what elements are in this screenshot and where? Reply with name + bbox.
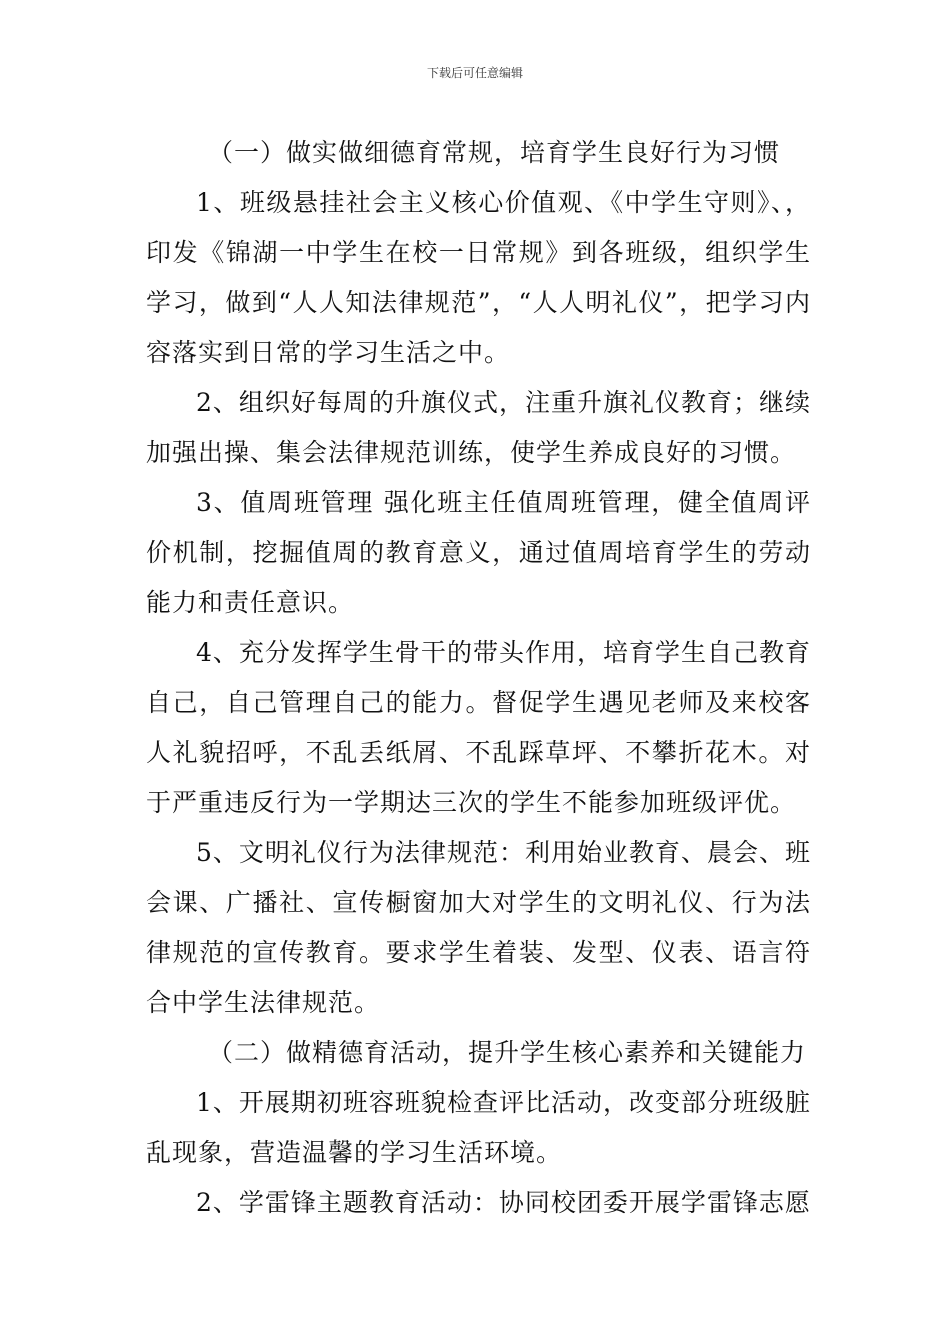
- paragraph-1-1: 1、班级悬挂社会主义核心价值观、《中学生守则》、，印发《锦湖一中学生在校一日常规》到各班级，组织学生学习，做到“人人知法律规范”，“人人明礼仪”，把学习内容落实到日常的学习生活之中。: [146, 188, 811, 367]
- paragraph-1-5: 5、文明礼仪行为法律规范：利用始业教育、晨会、班会课、广播社、宣传橱窗加大对学生的文明礼仪、行为法律规范的宣传教育。要求学生着装、发型、仪表、语言符合中学生法律规范。: [146, 838, 811, 1017]
- document-body: [146, 128, 811, 1228]
- paragraph-1-4: 4、充分发挥学生骨干的带头作用，培育学生自己教育自己，自己管理自己的能力。督促学生遇见老师及来校客人礼貌招呼，不乱丢纸屑、不乱踩草坪、不攀折花木。对于严重违反行为一学期达三次的学生不能参加班级评优。: [146, 638, 811, 817]
- page-header-note: 下载后可任意编辑: [426, 66, 523, 80]
- paragraph-2-1: 1、开展期初班容班貌检查评比活动，改变部分班级脏乱现象，营造温馨的学习生活环境。: [146, 1088, 811, 1167]
- paragraph-2-2: 2、学雷锋主题教育活动：协同校团委开展学雷锋志愿: [196, 1188, 811, 1217]
- section-heading-1: （一）做实做细德育常规，培育学生良好行为习惯: [208, 138, 781, 167]
- paragraph-1-3: 3、值周班管理 强化班主任值周班管理，健全值周评价机制，挖掘值周的教育意义，通过值周培育学生的劳动能力和责任意识。: [146, 488, 811, 617]
- paragraph-1-2: 2、组织好每周的升旗仪式，注重升旗礼仪教育；继续加强出操、集会法律规范训练，使学生养成良好的习惯。: [146, 388, 811, 467]
- section-heading-2: （二）做精德育活动，提升学生核心素养和关键能力: [208, 1038, 807, 1067]
